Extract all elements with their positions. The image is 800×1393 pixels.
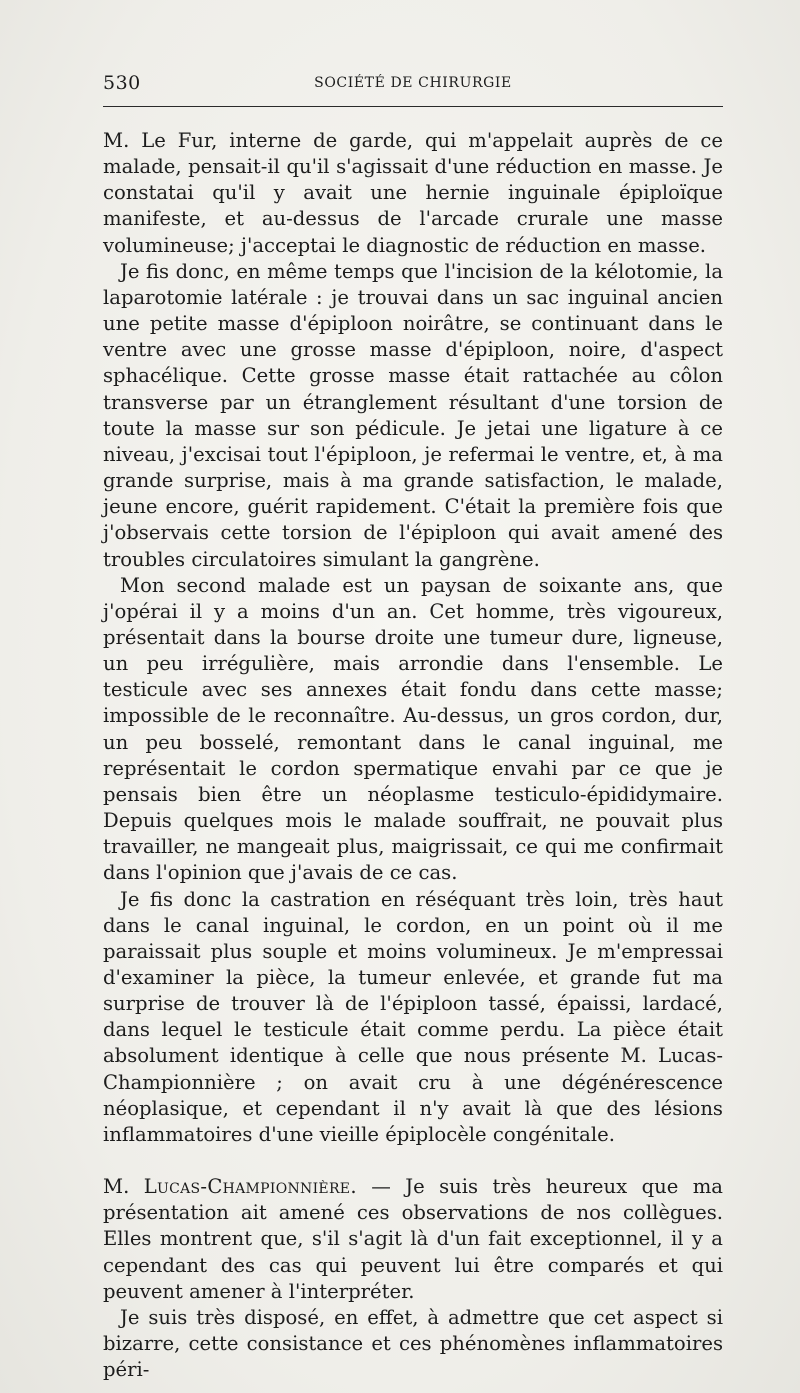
speaker-prefix: M.	[103, 1175, 144, 1199]
speaker-paragraph	[103, 1174, 723, 1305]
page-header	[103, 72, 723, 96]
paragraph: Je fis donc, en même temps que l'incision de la kélotomie, la laparotomie latérale : je trouvai dans un sac inguinal ancien une petite masse d'épiploon noirâtre, se continuant dans le ventre avec une grosse masse d'épiploon, noire, d'aspect sphacélique. Cette grosse masse était rattachée au côlon transverse par un étranglement résultant d'une torsion de toute la masse sur son pédicule. Je jetai une ligature à ce niveau, j'excisai tout l'épiploon, je refermai le ventre, et, à ma grande surprise, mais à ma grande satisfaction, le malade, jeune encore, guérit rapidement. C'était la première fois que j'observais cette torsion de l'épiploon qui avait amené des troubles circulatoires simulant la gangrène.	[103, 259, 723, 571]
paragraph: Je fis donc la castration en réséquant très loin, très haut dans le canal inguinal, le cordon, en un point où il me paraissait plus souple et moins volumineux. Je m'empressai d'examiner la pièce, la tumeur enlevée, et grande fut ma surprise de trouver là de l'épiploon tassé, épaissi, lardacé, dans lequel le testicule était comme perdu. La pièce était absolument identique à celle que nous présente M. Lucas-Championnière ; on avait cru à une dégénérescence néoplasique, et cependant il n'y avait là que des lésions inflammatoires d'une vieille épiplocèle congénitale.	[103, 887, 723, 1146]
paragraph: Je suis très disposé, en effet, à admettre que cet aspect si bizarre, cette consistance et ces phénomènes inflammatoires péri-	[103, 1305, 723, 1382]
header-rule	[103, 106, 723, 107]
paragraph: Mon second malade est un paysan de soixante ans, que j'opérai il y a moins d'un an. Cet homme, très vigoureux, présentait dans la bourse droite une tumeur dure, ligneuse, un peu irrégulière, mais arrondie dans l'ensemble. Le testicule avec ses annexes était fondu dans cette masse; impossible de le reconnaître. Au-dessus, un gros cordon, dur, un peu bosselé, remontant dans le canal inguinal, me représentait le cordon spermatique envahi par ce que je pensais bien être un néoplasme testiculo-épididymaire. Depuis quelques mois le malade souffrait, ne pouvait plus travailler, ne mangeait plus, maigrissait, ce qui me confirmait dans l'opinion que j'avais de ce cas.	[103, 573, 723, 885]
page-body	[103, 128, 723, 1383]
paragraph: M. Le Fur, interne de garde, qui m'appelait auprès de ce malade, pensait-il qu'il s'agissait d'une réduction en masse. Je constatai qu'il y avait une hernie inguinale épiploïque manifeste, et au-dessus de l'arcade crurale une masse volumineuse; j'acceptai le diagnostic de réduction en masse.	[103, 129, 723, 257]
running-head: SOCIÉTÉ DE CHIRURGIE	[314, 75, 512, 91]
speaker-name: Lucas-Championnière.	[143, 1175, 357, 1199]
speaker-text: — Je suis très heureux que ma présentation ait amené ces observations de nos collègues. Elles montrent que, s'il s'agit là d'un fait exceptionnel, il y a cependant des cas qui peuvent lui être comparés et qui peuvent amener à l'interpréter.	[103, 1175, 723, 1303]
page-number: 530	[103, 72, 141, 94]
section-gap	[103, 1148, 723, 1174]
